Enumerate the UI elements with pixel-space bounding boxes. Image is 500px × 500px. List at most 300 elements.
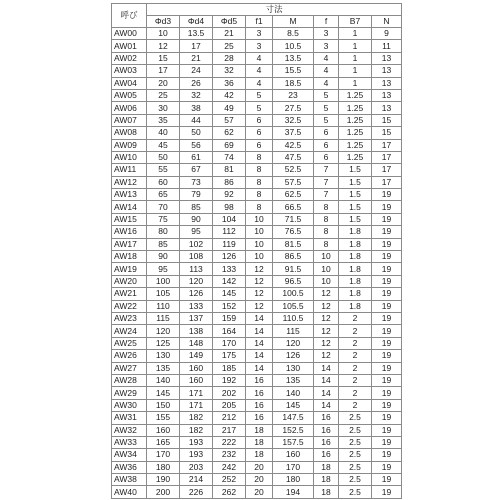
table-cell: 1.25	[339, 151, 372, 163]
table-cell: 75	[147, 213, 180, 225]
table-cell: 30	[147, 102, 180, 114]
table-cell: 90	[180, 213, 213, 225]
table-cell: 14	[314, 374, 339, 386]
table-cell: 27.5	[273, 102, 314, 114]
table-cell: 145	[213, 288, 246, 300]
table-cell: 69	[213, 139, 246, 151]
table-cell: 2	[339, 312, 372, 324]
table-cell: 20	[246, 486, 273, 498]
table-cell: 8	[246, 164, 273, 176]
table-cell: 13	[372, 77, 402, 89]
table-cell: 160	[147, 424, 180, 436]
table-cell: 252	[213, 474, 246, 486]
table-cell: 6	[314, 151, 339, 163]
table-cell: 157.5	[273, 436, 314, 448]
table-cell: 3	[314, 40, 339, 52]
table-cell: 20	[147, 77, 180, 89]
table-cell: 19	[372, 486, 402, 498]
table-cell: 2	[339, 399, 372, 411]
table-cell: 262	[213, 486, 246, 498]
table-cell: 126	[273, 350, 314, 362]
table-cell: 14	[246, 312, 273, 324]
designation-cell: AW36	[112, 461, 147, 473]
table-cell: 2.5	[339, 449, 372, 461]
table-cell: 1.25	[339, 114, 372, 126]
table-cell: 13	[372, 102, 402, 114]
table-cell: 133	[213, 263, 246, 275]
table-cell: 16	[246, 374, 273, 386]
table-cell: 19	[372, 201, 402, 213]
table-row	[112, 213, 402, 225]
table-cell: 14	[246, 362, 273, 374]
table-cell: 222	[213, 436, 246, 448]
table-cell: 115	[273, 325, 314, 337]
table-cell: 19	[372, 226, 402, 238]
table-cell: 9	[372, 28, 402, 40]
table-cell: 2	[339, 362, 372, 374]
table-cell: 182	[180, 412, 213, 424]
table-row	[112, 300, 402, 312]
designation-cell: AW07	[112, 114, 147, 126]
table-cell: 8.5	[273, 28, 314, 40]
table-cell: 19	[372, 238, 402, 250]
table-cell: 2	[339, 325, 372, 337]
table-cell: 8	[246, 176, 273, 188]
table-cell: 12	[246, 288, 273, 300]
table-cell: 86	[213, 176, 246, 188]
table-cell: 160	[273, 449, 314, 461]
table-cell: 92	[213, 189, 246, 201]
table-cell: 2	[339, 387, 372, 399]
table-row	[112, 412, 402, 424]
table-cell: 126	[180, 288, 213, 300]
table-cell: 3	[314, 28, 339, 40]
table-cell: 212	[213, 412, 246, 424]
table-cell: 19	[372, 449, 402, 461]
table-cell: 1	[339, 40, 372, 52]
table-cell: 105	[147, 288, 180, 300]
table-cell: 8	[246, 189, 273, 201]
table-cell: 91.5	[273, 263, 314, 275]
table-cell: 159	[213, 312, 246, 324]
table-cell: 185	[213, 362, 246, 374]
designation-cell: AW02	[112, 52, 147, 64]
table-cell: 21	[180, 52, 213, 64]
table-cell: 8	[246, 151, 273, 163]
table-cell: 26	[180, 77, 213, 89]
designation-cell: AW15	[112, 213, 147, 225]
table-cell: 5	[314, 102, 339, 114]
table-cell: 61	[180, 151, 213, 163]
table-row	[112, 325, 402, 337]
table-cell: 8	[314, 226, 339, 238]
designation-cell: AW11	[112, 164, 147, 176]
designation-cell: AW06	[112, 102, 147, 114]
table-cell: 120	[180, 275, 213, 287]
table-cell: 6	[314, 139, 339, 151]
table-cell: 194	[273, 486, 314, 498]
table-cell: 5	[314, 114, 339, 126]
table-cell: 13	[372, 65, 402, 77]
table-cell: 56	[180, 139, 213, 151]
table-cell: 15	[147, 52, 180, 64]
table-cell: 6	[314, 127, 339, 139]
table-cell: 19	[372, 312, 402, 324]
table-cell: 52.5	[273, 164, 314, 176]
table-cell: 8	[246, 201, 273, 213]
table-cell: 232	[213, 449, 246, 461]
designation-cell: AW24	[112, 325, 147, 337]
table-cell: 17	[372, 151, 402, 163]
table-cell: 6	[246, 139, 273, 151]
table-row	[112, 312, 402, 324]
table-cell: 145	[147, 387, 180, 399]
designation-cell: AW29	[112, 387, 147, 399]
table-cell: 1.8	[339, 238, 372, 250]
designation-cell: AW26	[112, 350, 147, 362]
table-cell: 152.5	[273, 424, 314, 436]
table-cell: 79	[180, 189, 213, 201]
table-cell: 108	[180, 251, 213, 263]
table-cell: 14	[314, 362, 339, 374]
table-cell: 19	[372, 399, 402, 411]
table-cell: 18	[246, 449, 273, 461]
table-cell: 42.5	[273, 139, 314, 151]
table-row	[112, 201, 402, 213]
table-cell: 70	[147, 201, 180, 213]
table-cell: 119	[213, 238, 246, 250]
table-cell: 1.5	[339, 213, 372, 225]
table-cell: 18	[314, 461, 339, 473]
table-cell: 2.5	[339, 424, 372, 436]
table-cell: 14	[314, 387, 339, 399]
table-cell: 18	[246, 424, 273, 436]
table-cell: 98	[213, 201, 246, 213]
table-cell: 19	[372, 325, 402, 337]
table-cell: 4	[314, 52, 339, 64]
designation-cell: AW27	[112, 362, 147, 374]
table-cell: 10	[246, 226, 273, 238]
designation-cell: AW09	[112, 139, 147, 151]
table-cell: 1.5	[339, 189, 372, 201]
table-cell: 149	[180, 350, 213, 362]
table-cell: 17	[372, 176, 402, 188]
table-cell: 45	[147, 139, 180, 151]
table-cell: 13	[372, 52, 402, 64]
table-row	[112, 288, 402, 300]
table-cell: 18	[246, 436, 273, 448]
table-cell: 40	[147, 127, 180, 139]
table-cell: 7	[314, 189, 339, 201]
table-cell: 66.5	[273, 201, 314, 213]
table-cell: 115	[147, 312, 180, 324]
designation-cell: AW25	[112, 337, 147, 349]
table-cell: 20	[246, 461, 273, 473]
table-cell: 42	[213, 89, 246, 101]
table-cell: 21	[213, 28, 246, 40]
table-cell: 55	[147, 164, 180, 176]
table-cell: 142	[213, 275, 246, 287]
table-cell: 1.8	[339, 251, 372, 263]
table-cell: 12	[314, 312, 339, 324]
table-cell: 19	[372, 350, 402, 362]
table-cell: 202	[213, 387, 246, 399]
table-row	[112, 362, 402, 374]
table-cell: 171	[180, 399, 213, 411]
designation-cell: AW28	[112, 374, 147, 386]
table-cell: 3	[246, 40, 273, 52]
table-row	[112, 486, 402, 498]
table-cell: 23	[273, 89, 314, 101]
table-row	[112, 139, 402, 151]
table-cell: 16	[314, 412, 339, 424]
table-cell: 1.25	[339, 89, 372, 101]
table-cell: 242	[213, 461, 246, 473]
table-cell: 1	[339, 52, 372, 64]
table-cell: 217	[213, 424, 246, 436]
table-cell: 10	[314, 275, 339, 287]
table-cell: 1	[339, 28, 372, 40]
table-cell: 12	[246, 300, 273, 312]
table-cell: 12	[246, 263, 273, 275]
table-cell: 7	[314, 164, 339, 176]
table-cell: 155	[147, 412, 180, 424]
table-cell: 5	[246, 89, 273, 101]
table-cell: 10.5	[273, 40, 314, 52]
table-cell: 19	[372, 263, 402, 275]
table-cell: 17	[372, 164, 402, 176]
table-cell: 120	[273, 337, 314, 349]
table-cell: 16	[314, 449, 339, 461]
table-row	[112, 449, 402, 461]
table-cell: 36	[213, 77, 246, 89]
table-row	[112, 436, 402, 448]
table-cell: 95	[147, 263, 180, 275]
table-cell: 4	[246, 65, 273, 77]
designation-cell: AW21	[112, 288, 147, 300]
designation-cell: AW34	[112, 449, 147, 461]
designation-cell: AW05	[112, 89, 147, 101]
table-cell: 1.8	[339, 300, 372, 312]
table-cell: 16	[246, 387, 273, 399]
table-cell: 17	[372, 139, 402, 151]
table-cell: 102	[180, 238, 213, 250]
table-cell: 170	[213, 337, 246, 349]
column-header: f	[314, 16, 339, 28]
table-cell: 81.5	[273, 238, 314, 250]
table-cell: 65	[147, 189, 180, 201]
table-cell: 104	[213, 213, 246, 225]
table-cell: 10	[246, 251, 273, 263]
column-header: N	[372, 16, 402, 28]
table-cell: 1.25	[339, 127, 372, 139]
table-row	[112, 40, 402, 52]
table-cell: 1.8	[339, 288, 372, 300]
table-cell: 19	[372, 362, 402, 374]
table-cell: 25	[213, 40, 246, 52]
designation-header: 呼び	[112, 4, 147, 28]
table-cell: 57	[213, 114, 246, 126]
table-row	[112, 65, 402, 77]
table-cell: 10	[314, 251, 339, 263]
table-cell: 180	[273, 474, 314, 486]
table-row	[112, 102, 402, 114]
table-cell: 14	[246, 350, 273, 362]
table-cell: 110	[147, 300, 180, 312]
table-cell: 96.5	[273, 275, 314, 287]
table-cell: 76.5	[273, 226, 314, 238]
table-cell: 182	[180, 424, 213, 436]
table-cell: 4	[246, 52, 273, 64]
table-cell: 147.5	[273, 412, 314, 424]
table-cell: 152	[213, 300, 246, 312]
table-row	[112, 474, 402, 486]
table-cell: 19	[372, 412, 402, 424]
table-cell: 170	[147, 449, 180, 461]
table-cell: 4	[246, 77, 273, 89]
table-cell: 14	[314, 399, 339, 411]
table-cell: 165	[147, 436, 180, 448]
table-cell: 12	[147, 40, 180, 52]
column-header: Φd5	[213, 16, 246, 28]
table-cell: 137	[180, 312, 213, 324]
designation-cell: AW03	[112, 65, 147, 77]
table-cell: 37.5	[273, 127, 314, 139]
table-cell: 164	[213, 325, 246, 337]
table-cell: 19	[372, 300, 402, 312]
table-cell: 85	[180, 201, 213, 213]
table-cell: 138	[180, 325, 213, 337]
table-cell: 180	[147, 461, 180, 473]
table-cell: 1.25	[339, 139, 372, 151]
table-cell: 2	[339, 337, 372, 349]
table-cell: 140	[147, 374, 180, 386]
table-cell: 171	[180, 387, 213, 399]
table-cell: 12	[314, 288, 339, 300]
table-cell: 90	[147, 251, 180, 263]
table-cell: 67	[180, 164, 213, 176]
table-row	[112, 151, 402, 163]
table-cell: 20	[246, 474, 273, 486]
table-cell: 74	[213, 151, 246, 163]
column-header: f1	[246, 16, 273, 28]
table-cell: 28	[213, 52, 246, 64]
table-cell: 19	[372, 461, 402, 473]
table-cell: 5	[314, 89, 339, 101]
table-cell: 4	[314, 65, 339, 77]
table-cell: 8	[314, 213, 339, 225]
designation-cell: AW08	[112, 127, 147, 139]
designation-cell: AW16	[112, 226, 147, 238]
table-cell: 160	[180, 362, 213, 374]
table-cell: 2.5	[339, 474, 372, 486]
table-row	[112, 176, 402, 188]
table-cell: 71.5	[273, 213, 314, 225]
table-row	[112, 77, 402, 89]
table-cell: 18	[314, 486, 339, 498]
table-cell: 81	[213, 164, 246, 176]
table-cell: 12	[314, 350, 339, 362]
table-cell: 19	[372, 424, 402, 436]
table-cell: 24	[180, 65, 213, 77]
dimensions-group-header: 寸法	[147, 4, 402, 16]
table-cell: 170	[273, 461, 314, 473]
table-cell: 95	[180, 226, 213, 238]
designation-cell: AW40	[112, 486, 147, 498]
table-cell: 130	[147, 350, 180, 362]
table-cell: 1	[339, 77, 372, 89]
dimension-spec-table	[111, 3, 402, 499]
table-row	[112, 238, 402, 250]
table-cell: 12	[246, 275, 273, 287]
table-row	[112, 374, 402, 386]
table-row	[112, 251, 402, 263]
table-cell: 133	[180, 300, 213, 312]
designation-cell: AW14	[112, 201, 147, 213]
table-cell: 19	[372, 436, 402, 448]
table-cell: 125	[147, 337, 180, 349]
table-cell: 2.5	[339, 486, 372, 498]
table-cell: 16	[314, 424, 339, 436]
table-row	[112, 350, 402, 362]
table-cell: 1.5	[339, 164, 372, 176]
table-cell: 15	[372, 127, 402, 139]
designation-cell: AW17	[112, 238, 147, 250]
designation-cell: AW01	[112, 40, 147, 52]
table-cell: 19	[372, 288, 402, 300]
table-cell: 19	[372, 251, 402, 263]
column-header: B7	[339, 16, 372, 28]
table-cell: 19	[372, 275, 402, 287]
table-cell: 15	[372, 114, 402, 126]
table-cell: 10	[246, 213, 273, 225]
table-cell: 2.5	[339, 436, 372, 448]
table-cell: 205	[213, 399, 246, 411]
table-row	[112, 114, 402, 126]
table-cell: 16	[314, 436, 339, 448]
table-cell: 13.5	[273, 52, 314, 64]
table-cell: 1.8	[339, 226, 372, 238]
designation-cell: AW12	[112, 176, 147, 188]
table-cell: 19	[372, 387, 402, 399]
designation-cell: AW22	[112, 300, 147, 312]
table-cell: 135	[273, 374, 314, 386]
table-cell: 16	[246, 399, 273, 411]
table-cell: 18	[314, 474, 339, 486]
designation-cell: AW30	[112, 399, 147, 411]
table-row	[112, 127, 402, 139]
spec-table-container	[111, 3, 402, 499]
table-cell: 17	[147, 65, 180, 77]
table-cell: 8	[314, 201, 339, 213]
table-cell: 32.5	[273, 114, 314, 126]
table-cell: 140	[273, 387, 314, 399]
table-cell: 13	[372, 89, 402, 101]
table-cell: 5	[246, 102, 273, 114]
designation-cell: AW04	[112, 77, 147, 89]
table-cell: 1.5	[339, 201, 372, 213]
table-cell: 190	[147, 474, 180, 486]
column-header: Φd4	[180, 16, 213, 28]
designation-cell: AW13	[112, 189, 147, 201]
table-cell: 4	[314, 77, 339, 89]
table-cell: 47.5	[273, 151, 314, 163]
table-cell: 60	[147, 176, 180, 188]
table-cell: 112	[213, 226, 246, 238]
table-cell: 49	[213, 102, 246, 114]
table-row	[112, 461, 402, 473]
table-cell: 203	[180, 461, 213, 473]
